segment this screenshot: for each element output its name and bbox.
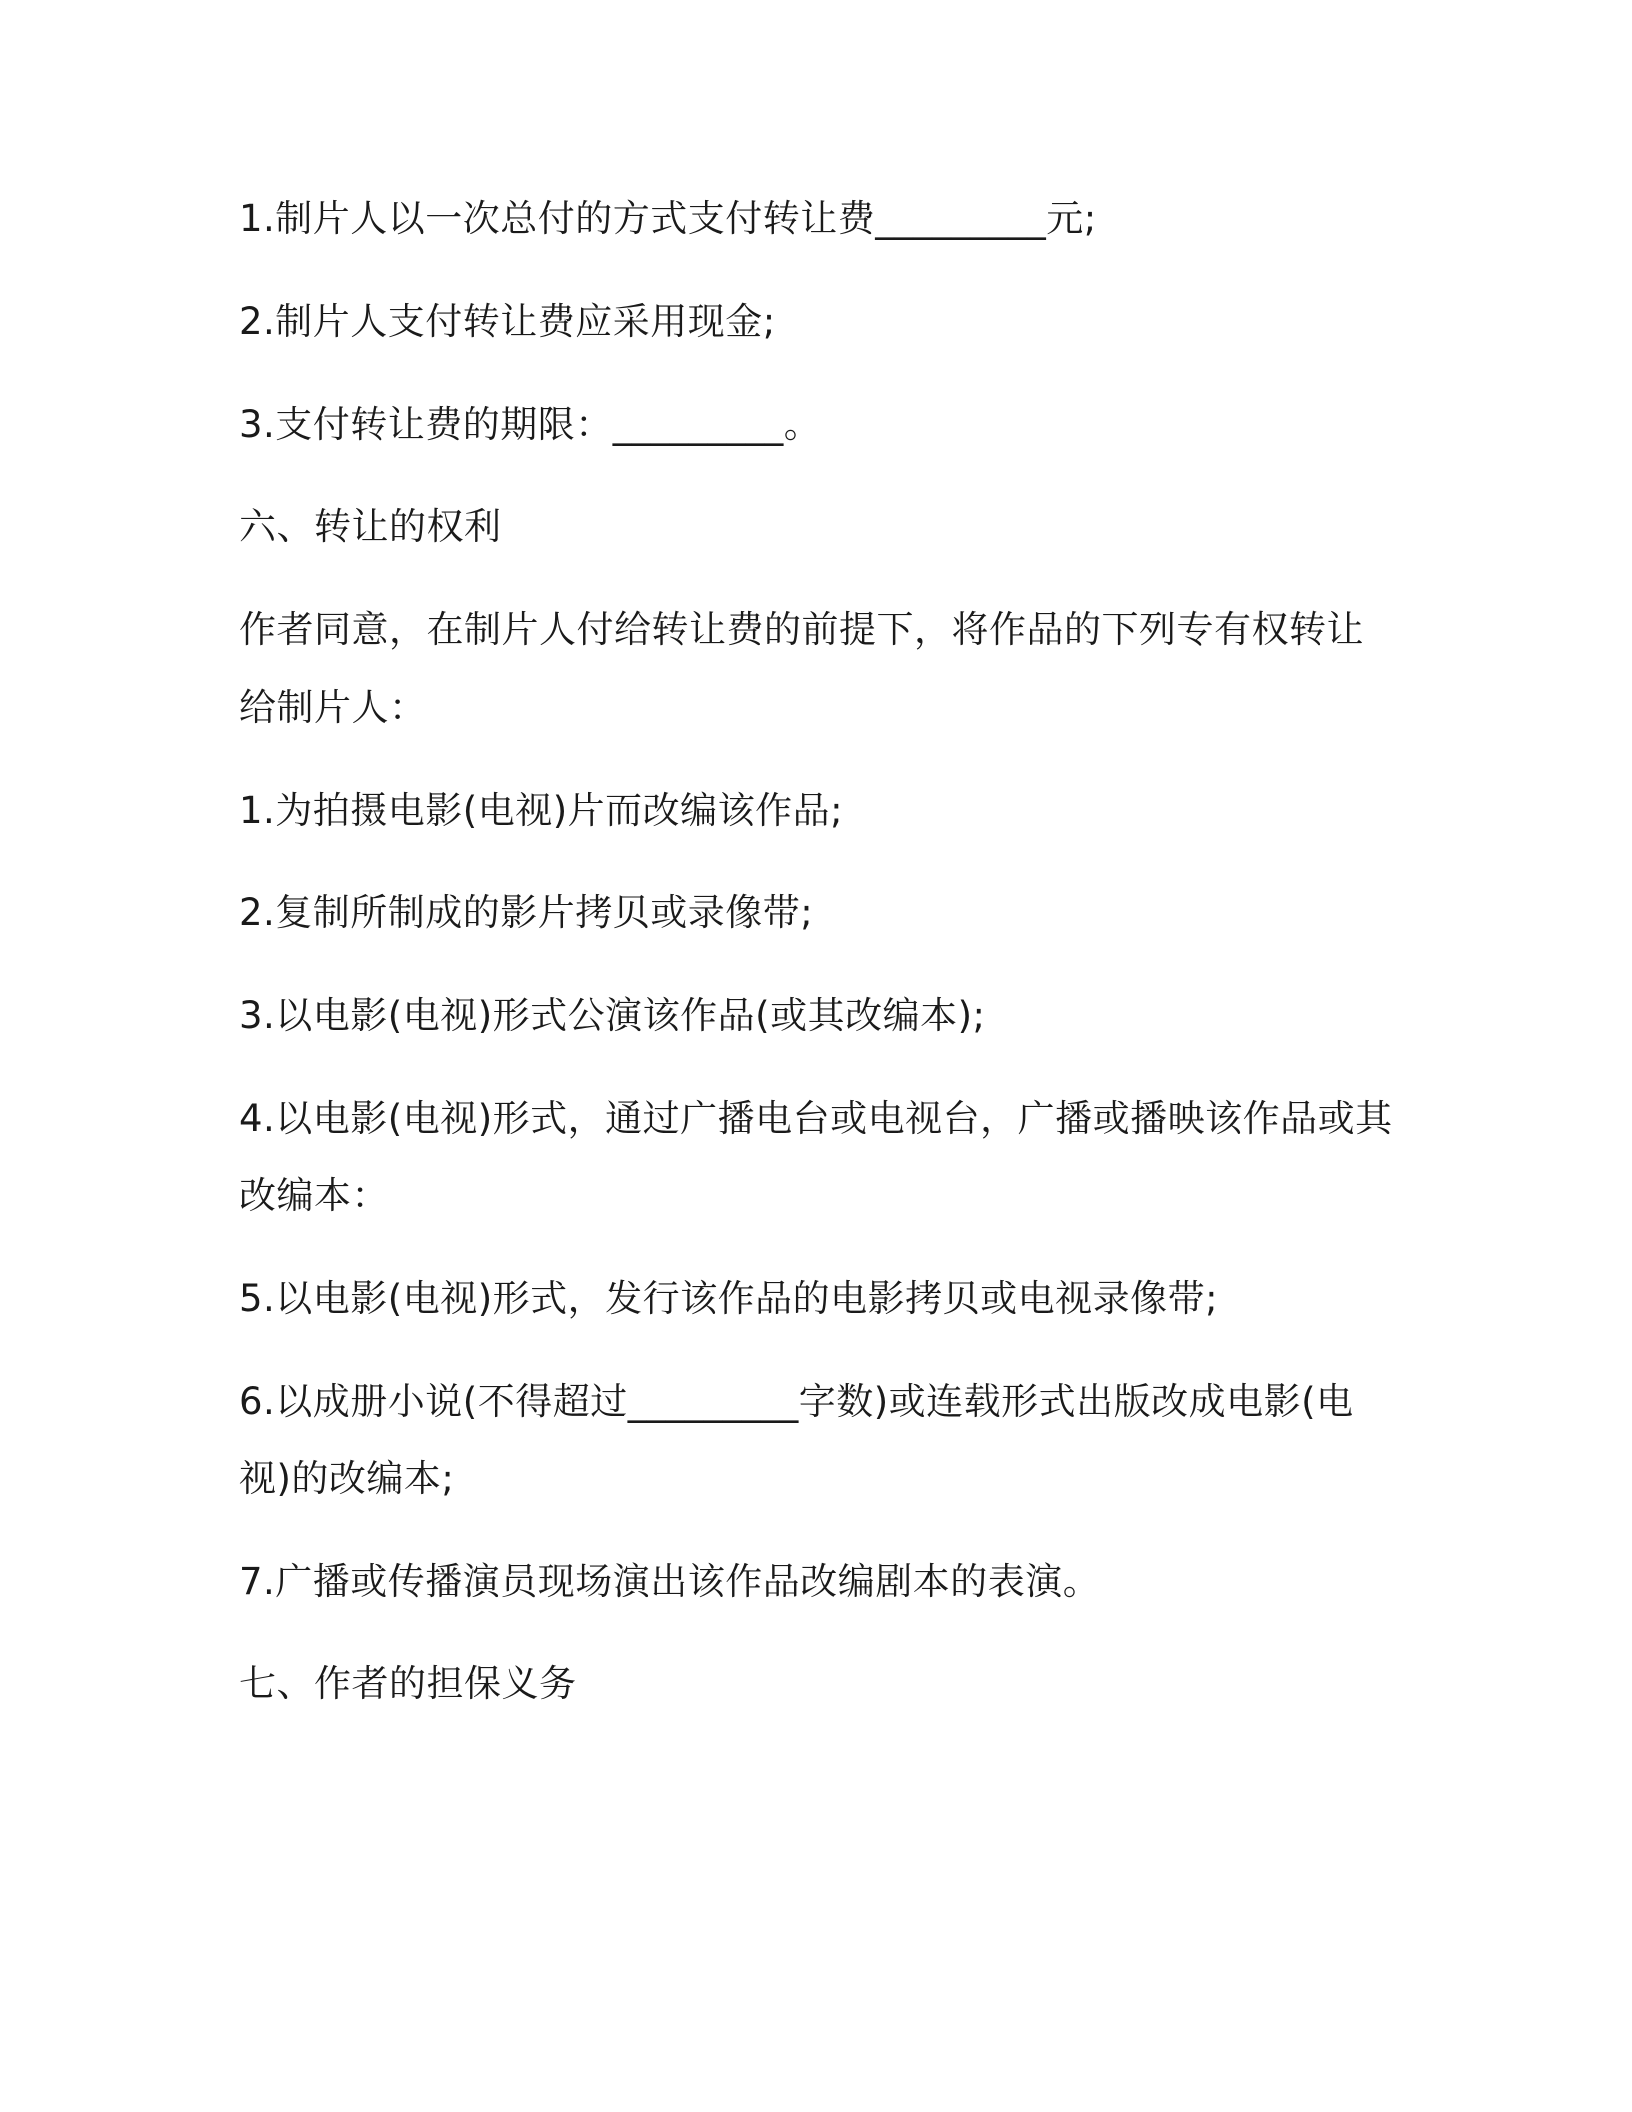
rights-item-7: 7.广播或传播演员现场演出该作品改编剧本的表演。 xyxy=(239,1560,1101,1603)
rights-item-1: 1.为拍摄电影(电视)片而改编该作品; xyxy=(239,789,844,832)
section-6-intro-line-1: 作者同意，在制片人付给转让费的前提下，将作品的下列专有权转让 xyxy=(239,608,1364,651)
rights-item-6-line-2: 视)的改编本; xyxy=(239,1457,455,1500)
section-heading-6: 六、转让的权利 xyxy=(239,505,502,548)
payment-clause-1: 1.制片人以一次总付的方式支付转让费_________元; xyxy=(239,197,1097,240)
payment-clause-3: 3.支付转让费的期限：_________。 xyxy=(239,403,822,446)
rights-item-4-line-1: 4.以电影(电视)形式，通过广播电台或电视台，广播或播映该作品或其 xyxy=(239,1097,1393,1140)
section-heading-7: 七、作者的担保义务 xyxy=(239,1662,577,1705)
rights-item-5: 5.以电影(电视)形式，发行该作品的电影拷贝或电视录像带; xyxy=(239,1277,1219,1320)
rights-item-2: 2.复制所制成的影片拷贝或录像带; xyxy=(239,891,814,934)
rights-item-6-line-1: 6.以成册小说(不得超过_________字数)或连载形式出版改成电影(电 xyxy=(239,1380,1354,1423)
payment-clause-2: 2.制片人支付转让费应采用现金; xyxy=(239,300,776,343)
rights-item-4-line-2: 改编本： xyxy=(239,1174,389,1217)
section-6-intro-line-2: 给制片人： xyxy=(239,686,427,729)
rights-item-3: 3.以电影(电视)形式公演该作品(或其改编本); xyxy=(239,994,986,1037)
